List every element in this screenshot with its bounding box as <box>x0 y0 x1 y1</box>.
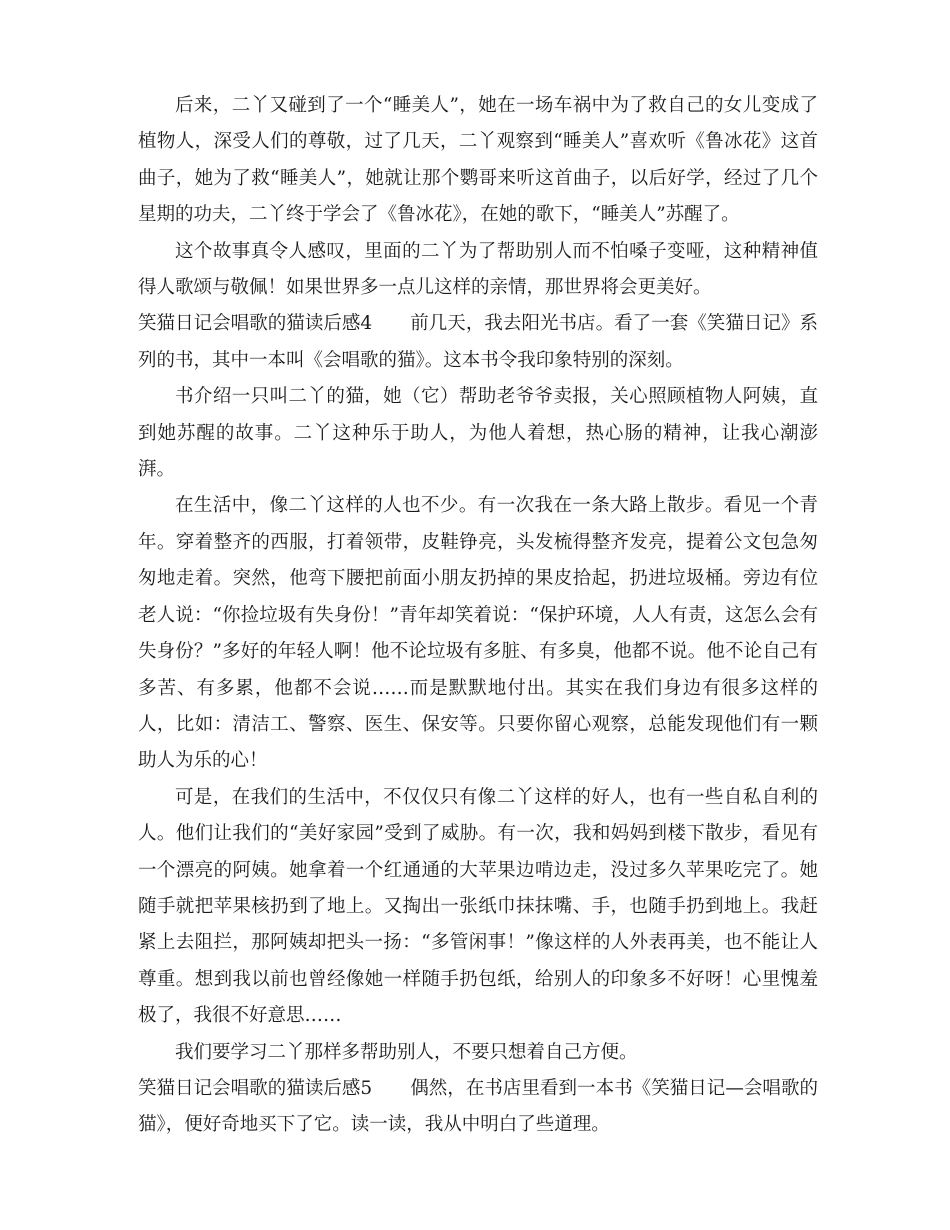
section-title-5: 笑猫日记会唱歌的猫读后感5 <box>138 1077 373 1099</box>
section-intro-5: 偶然，在书店里看到一本书《笑猫日记—会唱歌的猫》，便好奇地买下了它。读一读，我从中明白了些道理。 <box>138 1077 818 1136</box>
paragraph-sleeping-beauty: 后来，二丫又碰到了一个“睡美人”，她在一场车祸中为了救自己的女儿变成了植物人，深受人们的尊敬，过了几天，二丫观察到“睡美人”喜欢听《鲁冰花》这首曲子，她为了救“睡美人”，她就让那个鹦哥来听这首曲子，以后好学，经过了几个星期的功夫，二丫终于学会了《鲁冰花》，在她的歌下，“睡美人”苏醒了。 <box>138 95 818 226</box>
paragraph-conclusion: 我们要学习二丫那样多帮助别人，不要只想着自己方便。 <box>175 1041 638 1063</box>
section-title-4: 笑猫日记会唱歌的猫读后感4 <box>138 313 373 335</box>
paragraph-story-reflection: 这个故事真令人感叹，里面的二丫为了帮助别人而不怕嗓子变哑，这种精神值得人歌颂与敬佩！如果世界多一点儿这样的亲情，那世界将会更美好。 <box>138 240 818 299</box>
section-heading-5 <box>138 1071 818 1144</box>
paragraph-young-man: 在生活中，像二丫这样的人也不少。有一次我在一条大路上散步。看见一个青年。穿着整齐的西服，打着领带，皮鞋铮亮，头发梳得整齐发亮，提着公文包急匆匆地走着。突然，他弯下腰把前面小朋友扔掉的果皮拾起，扔进垃圾桶。旁边有位老人说：“你捡垃圾有失身份！”青年却笑着说：“保护环境，人人有责，这怎么会有失身份？”多好的年轻人啊！他不论垃圾有多脏、有多臭，他都不说。他不论自己有多苦、有多累，他都不会说……而是默默地付出。其实在我们身边有很多这样的人，比如：清洁工、警察、医生、保安等。只要你留心观察，总能发现他们有一颗助人为乐的心！ <box>138 495 818 772</box>
paragraph-book-summary: 书介绍一只叫二丫的猫，她（它）帮助老爷爷卖报，关心照顾植物人阿姨，直到她苏醒的故事。二丫这种乐于助人，为他人着想，热心肠的精神，让我心潮澎湃。 <box>138 386 818 481</box>
paragraph-selfish-people: 可是，在我们的生活中，不仅仅只有像二丫这样的好人，也有一些自私自利的人。他们让我们的“美好家园”受到了威胁。有一次，我和妈妈到楼下散步，看见有一个漂亮的阿姨。她拿着一个红通通的大苹果边啃边走，没过多久苹果吃完了。她随手就把苹果核扔到了地上。又掏出一张纸巾抹抹嘴、手，也随手扔到地上。我赶紧上去阻拦，那阿姨却把头一扬：“多管闲事！”像这样的人外表再美，也不能让人尊重。想到我以前也曾经像她一样随手扔包纸，给别人的印象多不好呀！心里愧羞极了，我很不好意思…… <box>138 786 818 1027</box>
section-intro-4: 前几天，我去阳光书店。看了一套《笑猫日记》系列的书，其中一本叫《会唱歌的猫》。这本书令我印象特别的深刻。 <box>138 313 818 371</box>
section-heading-4 <box>138 306 818 379</box>
document-body <box>138 88 818 1144</box>
